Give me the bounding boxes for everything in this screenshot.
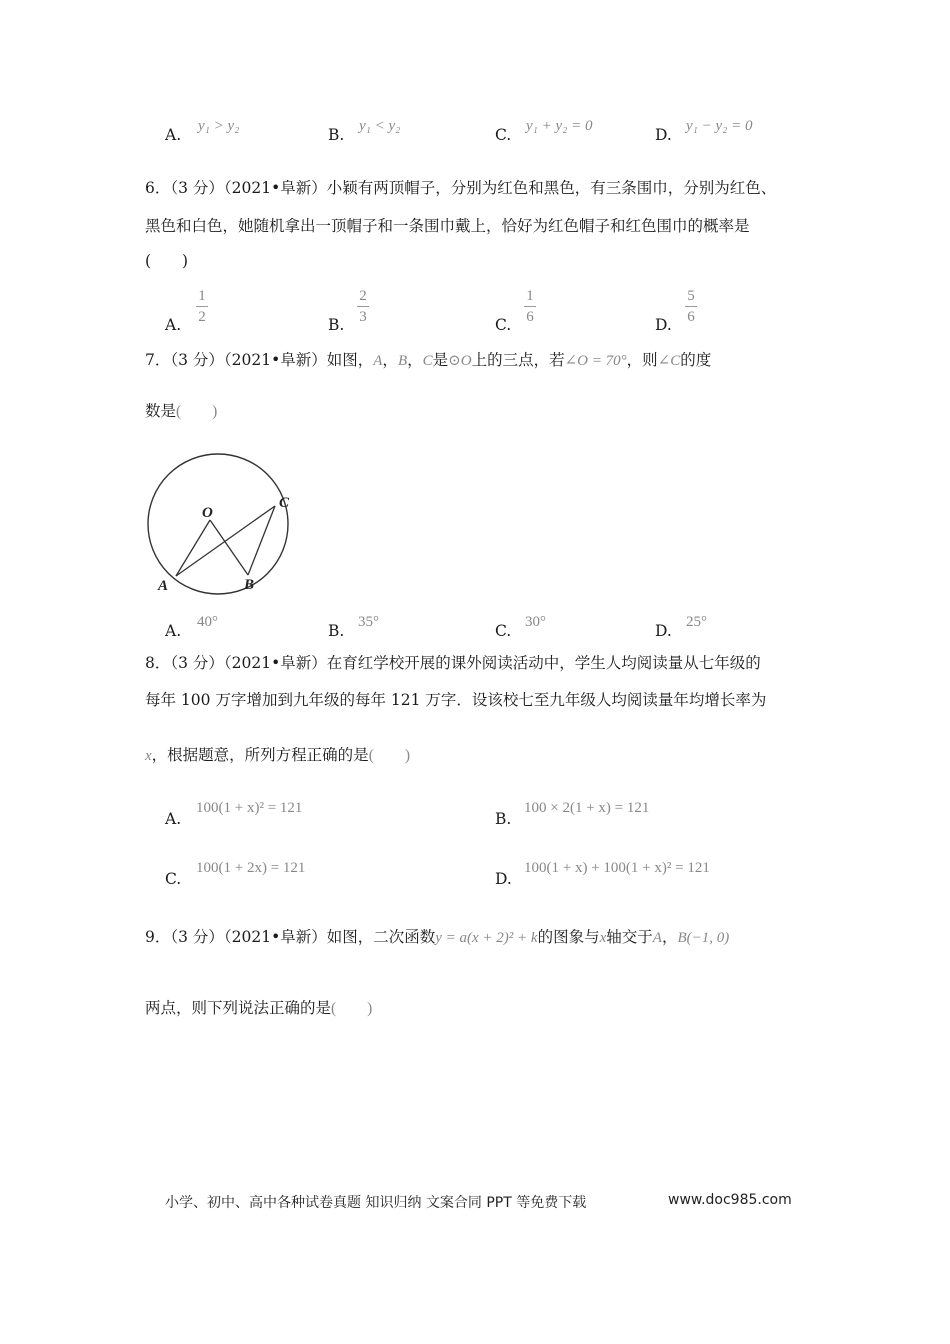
- q5-option-b-letter: B.: [328, 126, 345, 144]
- numerator: 1: [526, 288, 534, 304]
- circle-o: [148, 454, 288, 594]
- q7-angle-o: ∠O = 70°: [564, 353, 627, 369]
- numerator: 2: [359, 288, 367, 304]
- q7-option-d-letter: D.: [655, 622, 672, 640]
- q9-point-a: A: [652, 930, 662, 946]
- q9-line-2-text: 两点，则下列说法正确的是: [145, 999, 332, 1017]
- footer-website: www.doc985.com: [668, 1192, 792, 1208]
- q5-option-a-expr: y₁ > y₂: [198, 118, 240, 134]
- label-b: B: [244, 577, 255, 593]
- q6-option-c-fraction: [524, 288, 536, 325]
- q6-option-a-fraction: [196, 288, 208, 325]
- q7-suffix: 的度: [680, 351, 712, 369]
- q8-option-a-letter: A.: [165, 810, 182, 828]
- q9-point-b: B(−1, 0): [677, 930, 730, 946]
- q9-paren: ( ): [331, 1000, 373, 1017]
- q5-option-b-expr: y₁ < y₂: [359, 118, 401, 134]
- q7-option-b-letter: B.: [328, 622, 345, 640]
- q8-variable-x: x: [145, 748, 152, 764]
- q8-line-2: 每年 100 万字增加到九年级的每年 121 万字．设该校七至九年级人均阅读量年均增长率为: [145, 691, 767, 709]
- q9-mid-1: 的图象与: [537, 928, 600, 946]
- q6-option-b-fraction: [357, 288, 369, 325]
- q7-circle-figure: [140, 450, 310, 600]
- q7-option-c-letter: C.: [495, 622, 512, 640]
- q7-angle-c: ∠C: [657, 353, 681, 369]
- q9-line-1: [145, 926, 729, 949]
- q6-line-2: 黑色和白色，她随机拿出一顶帽子和一条围巾戴上，恰好为红色帽子和红色围巾的概率是: [145, 217, 750, 235]
- q7-circle-o: ⊙O: [448, 353, 472, 369]
- denominator: 6: [526, 309, 534, 325]
- q9-prefix: 9．（3 分）（2021•阜新）如图，二次函数: [145, 928, 436, 946]
- numerator: 1: [198, 288, 206, 304]
- q7-prefix: 7．（3 分）（2021•阜新）如图，: [145, 351, 374, 369]
- q7-mid-1: 是: [432, 351, 449, 369]
- q6-line-3: ( ): [145, 252, 189, 270]
- q8-option-a-expr: 100(1 + x)² = 121: [196, 800, 303, 816]
- q5-option-c-expr: y₁ + y₂ = 0: [526, 118, 593, 134]
- q8-paren: ( ): [368, 747, 411, 764]
- q5-option-d-letter: D.: [655, 126, 672, 144]
- q7-option-b-value: 35°: [358, 614, 379, 630]
- q7-option-d-value: 25°: [686, 614, 707, 630]
- label-c: C: [279, 495, 290, 511]
- q8-line-1: 8．（3 分）（2021•阜新）在育红学校开展的课外阅读活动中，学生人均阅读量从七年级的: [145, 654, 761, 672]
- q7-point-a: A: [373, 353, 383, 369]
- denominator: 3: [359, 309, 367, 325]
- q6-option-d-fraction: [685, 288, 697, 325]
- q6-option-c-letter: C.: [495, 316, 512, 334]
- q7-line-2-text: 数是: [145, 402, 177, 420]
- q5-option-c-letter: C.: [495, 126, 512, 144]
- segment-ac: [176, 506, 275, 576]
- segment-ao: [176, 520, 210, 576]
- footer-left-text: 小学、初中、高中各种试卷真题 知识归纳 文案合同 PPT 等免费下载: [165, 1195, 587, 1211]
- q8-line-3: [145, 744, 410, 767]
- q7-sep-2: ，: [407, 351, 423, 369]
- label-o: O: [202, 505, 213, 521]
- segment-bc: [248, 506, 275, 575]
- q7-mid-3: ，则: [626, 351, 658, 369]
- q6-option-b-letter: B.: [328, 316, 345, 334]
- q8-option-c-letter: C.: [165, 870, 182, 888]
- q6-option-d-letter: D.: [655, 316, 672, 334]
- q9-x-axis: x: [599, 930, 607, 946]
- q8-option-b-letter: B.: [495, 810, 512, 828]
- q7-point-b: B: [397, 353, 408, 369]
- q8-option-b-expr: 100 × 2(1 + x) = 121: [524, 800, 650, 816]
- q7-line-2: [145, 400, 217, 423]
- q9-function: y = a(x + 2)² + k: [435, 930, 538, 946]
- q6-line-1: 6．（3 分）（2021•阜新）小颖有两顶帽子，分别为红色和黑色，有三条围巾，分别为红色、: [145, 179, 777, 197]
- q6-option-a-letter: A.: [165, 316, 182, 334]
- q9-sep: ，: [661, 928, 678, 946]
- q7-point-c: C: [422, 353, 433, 369]
- q5-option-a-letter: A.: [165, 126, 182, 144]
- q8-line-3-text: ，根据题意，所列方程正确的是: [151, 746, 369, 764]
- numerator: 5: [687, 288, 695, 304]
- q7-sep-1: ，: [382, 351, 398, 369]
- q7-option-a-letter: A.: [165, 622, 182, 640]
- q7-option-c-value: 30°: [525, 614, 546, 630]
- label-a: A: [158, 578, 169, 594]
- q7-line-1: [145, 349, 711, 372]
- q5-option-d-expr: y₁ − y₂ = 0: [686, 118, 753, 134]
- q8-option-d-letter: D.: [495, 870, 512, 888]
- q8-option-c-expr: 100(1 + 2x) = 121: [196, 860, 306, 876]
- q9-mid-2: 轴交于: [606, 928, 653, 946]
- denominator: 2: [198, 309, 206, 325]
- denominator: 6: [687, 309, 695, 325]
- q9-line-2: [145, 997, 372, 1020]
- q7-mid-2: 上的三点，若: [471, 351, 565, 369]
- q7-paren: ( ): [176, 403, 218, 420]
- q8-option-d-expr: 100(1 + x) + 100(1 + x)² = 121: [524, 860, 710, 876]
- q7-option-a-value: 40°: [197, 614, 218, 630]
